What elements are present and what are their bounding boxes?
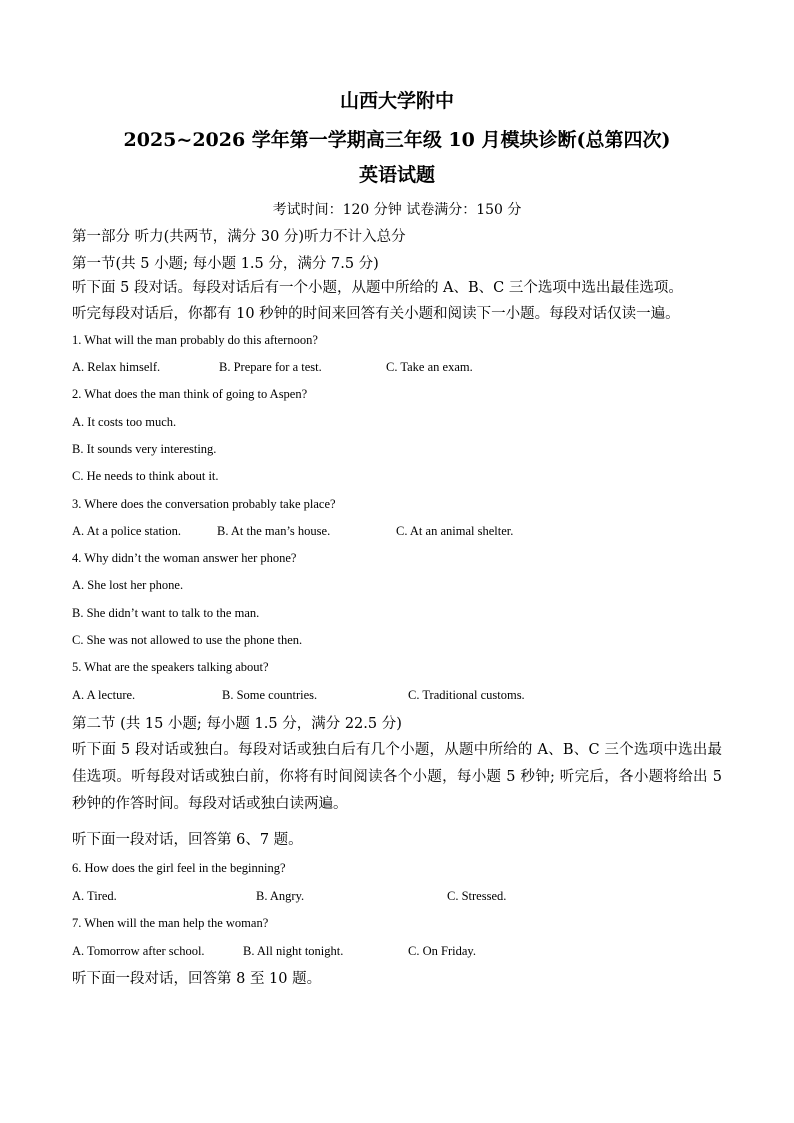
question-6-options: [72, 889, 506, 904]
question-3: 3. Where does the conversation probably take place?: [72, 497, 336, 511]
option-c: C. At an animal shelter.: [396, 524, 514, 538]
section2-heading: 第二节 (共 15 小题; 每小题 1.5 分，满分 22.5 分): [72, 716, 402, 732]
option-c: C. Take an exam.: [386, 360, 473, 374]
subject-title: 英语试题: [358, 164, 435, 186]
question-2: 2. What does the man think of going to Aspen?: [72, 387, 308, 401]
question-7-options: [72, 944, 476, 959]
option-c: C. On Friday.: [408, 944, 476, 958]
option-b: B. Some countries.: [222, 688, 318, 702]
option-a: A. Tomorrow after school.: [72, 944, 205, 958]
section1-instruction-line2: 听完每段对话后，你都有 10 秒钟的时间来回答有关小题和阅读下一小题。每段对话仅读一遍。: [72, 306, 680, 322]
option-b: B. It sounds very interesting.: [72, 442, 217, 456]
exam-title: 2025~2026 学年第一学期高三年级 10 月模块诊断(总第四次): [123, 129, 671, 151]
option-b: B. She didn’t want to talk to the man.: [72, 606, 260, 620]
option-b: B. Prepare for a test.: [219, 360, 322, 374]
option-a: A. It costs too much.: [72, 415, 177, 429]
question-6: 6. How does the girl feel in the beginning?: [72, 861, 286, 875]
option-c: C. She was not allowed to use the phone then.: [72, 633, 303, 647]
question-3-options: [72, 524, 513, 539]
group-1-heading: 听下面一段对话，回答第 6、7 题。: [72, 832, 303, 848]
section2-instruction: 听下面 5 段对话或独白。每段对话或独白后有几个小题，从题中所给的 A、B、C 三个选项中选出最佳选项。听每段对话或独白前，你将有时间阅读各个小题，每小题 5 秒钟; 听完后，各小题将给出 5 秒钟的作答时间。每段对话或独白读两遍。: [72, 742, 722, 812]
option-c: C. Stressed.: [447, 889, 507, 903]
section1-instruction-line1: 听下面 5 段对话。每段对话后有一个小题，从题中所给的 A、B、C 三个选项中选出最佳选项。: [72, 280, 683, 296]
option-a: A. A lecture.: [72, 688, 136, 702]
question-5: 5. What are the speakers talking about?: [72, 660, 269, 674]
question-7: 7. When will the man help the woman?: [72, 916, 269, 930]
question-1-options: [72, 360, 473, 375]
option-b: B. All night tonight.: [243, 944, 344, 958]
exam-info: 考试时间：120 分钟 试卷满分：150 分: [272, 202, 522, 218]
option-a: A. At a police station.: [72, 524, 182, 538]
option-a: A. Relax himself.: [72, 360, 161, 374]
question-4: 4. Why didn’t the woman answer her phone?: [72, 551, 297, 565]
option-b: B. Angry.: [256, 889, 305, 903]
option-a: A. She lost her phone.: [72, 578, 184, 592]
section1-heading: 第一节(共 5 小题; 每小题 1.5 分，满分 7.5 分): [72, 256, 379, 272]
question-1: 1. What will the man probably do this afternoon?: [72, 333, 318, 347]
question-5-options: [72, 688, 525, 703]
school-name: 山西大学附中: [339, 90, 454, 112]
part1-heading: 第一部分 听力(共两节，满分 30 分)听力不计入总分: [72, 229, 406, 245]
group-2-heading: 听下面一段对话，回答第 8 至 10 题。: [72, 971, 322, 987]
option-b: B. At the man’s house.: [217, 524, 331, 538]
option-a: A. Tired.: [72, 889, 117, 903]
option-c: C. Traditional customs.: [408, 688, 525, 702]
option-c: C. He needs to think about it.: [72, 469, 219, 483]
